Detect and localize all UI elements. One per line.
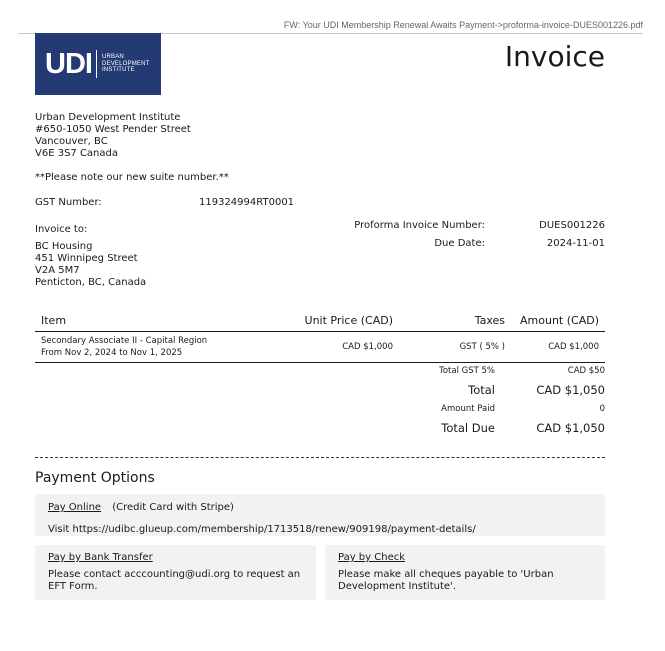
table-header-row (35, 311, 605, 332)
total-due-row (345, 421, 605, 435)
gst-total-value: CAD $50 (567, 366, 605, 376)
logo-line: URBAN (101, 54, 124, 61)
pay-online-line (48, 502, 234, 514)
udi-logo (35, 33, 161, 95)
logo-mark: UDI (45, 47, 92, 80)
bank-transfer-line (48, 552, 153, 564)
org-street: #650-1050 West Pender Street (35, 124, 191, 135)
totals-block (345, 365, 605, 441)
total-label: Total (468, 383, 495, 397)
logo-line: DEVELOPMENT (101, 60, 150, 67)
org-city: Vancouver, BC (35, 136, 108, 147)
item-cell (35, 332, 277, 363)
billto-postal: V2A 5M7 (35, 265, 80, 276)
due-date-value: 2024-11-01 (546, 238, 605, 249)
total-due-value: CAD $1,050 (536, 421, 605, 435)
pay-by-check-link[interactable]: Pay by Check (338, 552, 406, 563)
proforma-number-value: DUES001226 (539, 220, 605, 231)
billto-name: BC Housing (35, 241, 93, 252)
amount-paid-value: 0 (599, 404, 605, 414)
header-item: Item (35, 311, 277, 332)
total-due-label: Total Due (441, 421, 495, 435)
payment-options-title: Payment Options (35, 470, 155, 486)
pay-by-check-panel (325, 545, 605, 600)
pdf-file-header: FW: Your UDI Membership Renewal Awaits Payment->proforma-invoice-DUES001226.pdf (283, 20, 643, 30)
billto-city: Penticton, BC, Canada (35, 277, 147, 288)
header-unit-price: Unit Price (CAD) (277, 311, 399, 332)
taxes-cell: GST ( 5% ) (399, 332, 511, 363)
logo-text (102, 54, 150, 74)
gst-label: GST Number: (35, 197, 102, 208)
bank-transfer-panel (35, 545, 316, 600)
gst-total-label: Total GST 5% (439, 366, 495, 376)
suite-note: **Please note our new suite number.** (35, 172, 229, 183)
amount-paid-row (345, 403, 605, 415)
gst-total-row (345, 365, 605, 377)
proforma-number-label: Proforma Invoice Number: (354, 220, 485, 231)
item-description: Secondary Associate II - Capital Region (41, 336, 208, 346)
check-text: Please make all cheques payable to 'Urban Development Institute'. (338, 569, 554, 592)
header-taxes: Taxes (399, 311, 511, 332)
logo-separator (96, 50, 97, 78)
total-row (345, 383, 605, 397)
unit-price-cell: CAD $1,000 (277, 332, 399, 363)
pay-online-note: (Credit Card with Stripe) (112, 502, 234, 513)
amount-paid-label: Amount Paid (441, 404, 495, 414)
item-period: From Nov 2, 2024 to Nov 1, 2025 (41, 348, 183, 358)
due-date-label: Due Date: (434, 238, 485, 249)
page-title: Invoice (504, 40, 605, 73)
gst-value: 119324994RT0001 (199, 197, 295, 208)
pay-online-url: Visit https://udibc.glueup.com/membership/1713518/renew/909198/payment-details/ (48, 524, 476, 535)
total-value: CAD $1,050 (536, 383, 605, 397)
pay-online-link[interactable]: Pay Online (48, 502, 102, 513)
logo-line: INSTITUTE (101, 67, 135, 74)
org-name: Urban Development Institute (35, 112, 181, 123)
invoice-to-label: Invoice to: (35, 224, 88, 235)
bill-to-address (35, 241, 146, 289)
org-postal: V6E 3S7 Canada (35, 148, 119, 159)
table-row (35, 332, 605, 363)
bank-transfer-link[interactable]: Pay by Bank Transfer (48, 552, 153, 563)
pay-online-panel (35, 494, 605, 536)
check-line (338, 552, 405, 564)
section-divider (35, 457, 605, 458)
amount-cell: CAD $1,000 (511, 332, 605, 363)
organization-address (35, 112, 191, 160)
billto-street: 451 Winnipeg Street (35, 253, 138, 264)
header-amount: Amount (CAD) (511, 311, 605, 332)
invoice-items-table (35, 311, 605, 363)
bank-transfer-text: Please contact acccounting@udi.org to request an EFT Form. (48, 569, 301, 592)
